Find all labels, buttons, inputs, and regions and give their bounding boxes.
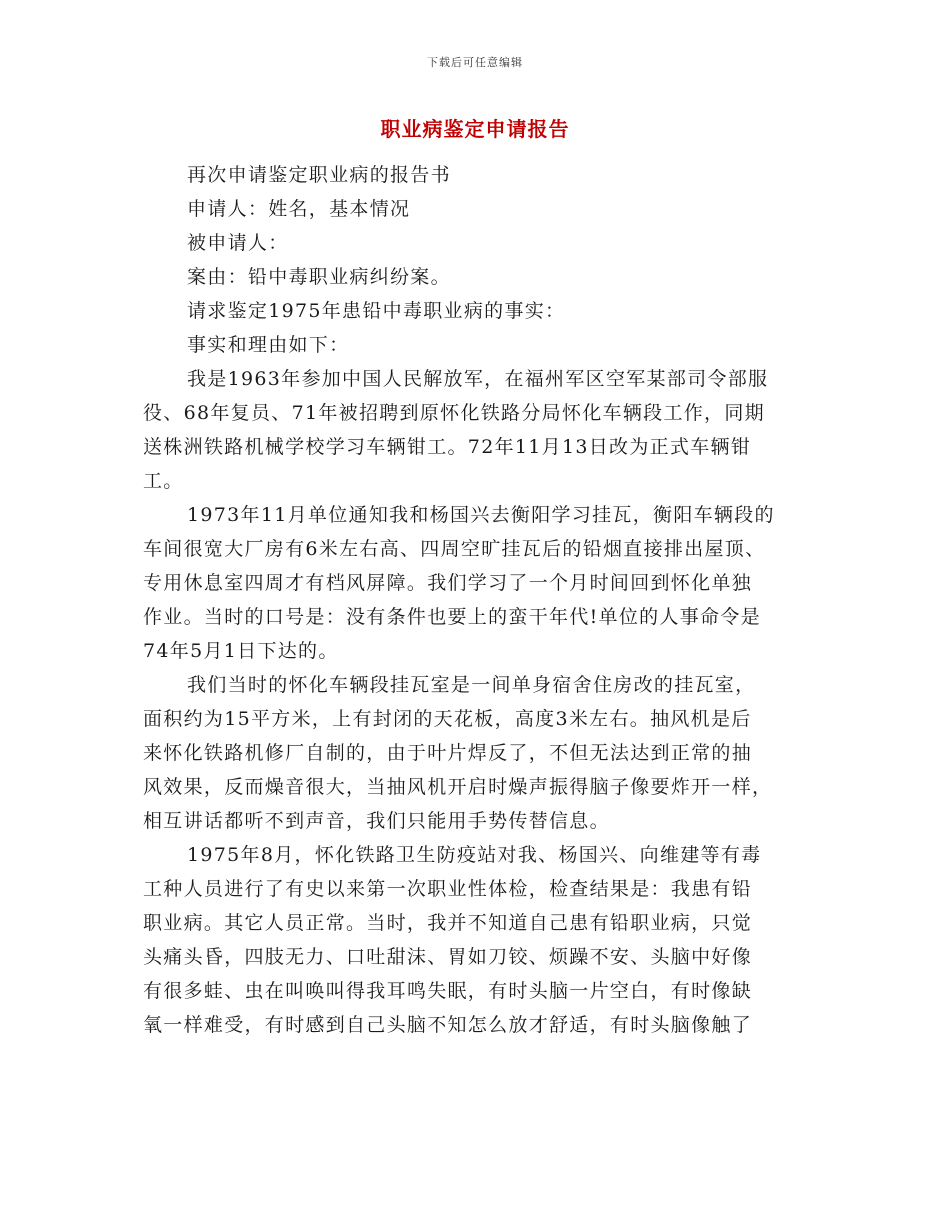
paragraph-service-history [143, 362, 808, 498]
intro-line: 再次申请鉴定职业病的报告书 [187, 164, 451, 186]
paragraph-line: 作业。当时的口号是：没有条件也要上的蛮干年代!单位的人事命令是 [143, 606, 761, 628]
intro-line: 被申请人： [187, 232, 289, 254]
intro-line: 事实和理由如下： [187, 334, 350, 356]
paragraph-line: 车间很宽大厂房有6米左右高、四周空旷挂瓦后的铅烟直接排出屋顶、 [143, 538, 766, 560]
paragraph-line: 面积约为15平方米，上有封闭的天花板，高度3米左右。抽风机是后 [143, 708, 752, 730]
paragraph-line: 头痛头昏，四肢无力、口吐甜沫、胃如刀铰、烦躁不安、头脑中好像 [143, 946, 753, 968]
paragraph-line: 工。 [143, 470, 184, 492]
paragraph-line: 役、68年复员、71年被招聘到原怀化铁路分局怀化车辆段工作，同期 [143, 402, 765, 424]
paragraph-line: 74年5月1日下达的。 [143, 640, 339, 662]
paragraph-line: 1975年8月，怀化铁路卫生防疫站对我、杨国兴、向维建等有毒 [187, 844, 762, 866]
document-title: 职业病鉴定申请报告 [380, 117, 570, 141]
paragraph-line: 相互讲话都听不到声音，我们只能用手势传替信息。 [143, 810, 610, 832]
intro-line: 案由：铅中毒职业病纠纷案。 [187, 266, 451, 288]
paragraph-line: 工种人员进行了有史以来第一次职业性体检，检查结果是：我患有铅 [143, 878, 753, 900]
paragraph-diagnosis [143, 838, 808, 1042]
paragraph-training [143, 498, 808, 668]
intro-line: 申请人：姓名，基本情况 [187, 198, 411, 220]
paragraph-workroom [143, 668, 808, 838]
paragraph-line: 风效果，反而燥音很大，当抽风机开启时燥声振得脑子像要炸开一样， [143, 776, 773, 798]
document-body [143, 158, 808, 1042]
page-header-note: 下载后可任意编辑 [427, 56, 523, 69]
paragraph-line: 氧一样难受，有时感到自己头脑不知怎么放才舒适，有时头脑像触了 [143, 1014, 753, 1036]
paragraph-line: 送株洲铁路机械学校学习车辆钳工。72年11月13日改为正式车辆钳 [143, 436, 752, 458]
paragraph-line: 专用休息室四周才有档风屏障。我们学习了一个月时间回到怀化单独 [143, 572, 753, 594]
paragraph-line: 职业病。其它人员正常。当时，我并不知道自己患有铅职业病，只觉 [143, 912, 753, 934]
paragraph-line: 有很多蛙、虫在叫唤叫得我耳鸣失眠，有时头脑一片空白，有时像缺 [143, 980, 753, 1002]
paragraph-line: 我们当时的怀化车辆段挂瓦室是一间单身宿舍住房改的挂瓦室， [187, 674, 756, 696]
paragraph-line: 1973年11月单位通知我和杨国兴去衡阳学习挂瓦，衡阳车辆段的 [187, 504, 775, 526]
paragraph-line: 我是1963年参加中国人民解放军，在福州军区空军某部司令部服 [187, 368, 769, 390]
paragraph-line: 来怀化铁路机修厂自制的，由于叶片焊反了，不但无法达到正常的抽 [143, 742, 753, 764]
intro-line: 请求鉴定1975年患铅中毒职业病的事实： [187, 300, 566, 322]
